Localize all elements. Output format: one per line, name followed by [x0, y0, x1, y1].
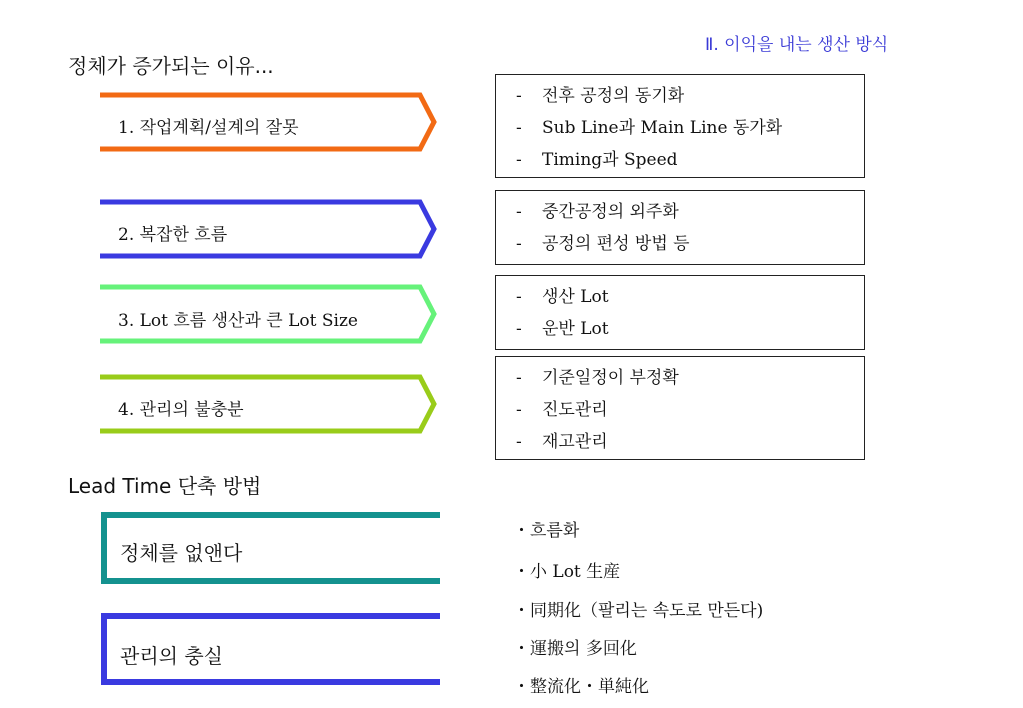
dash-glyph: -: [516, 432, 522, 452]
heading-leadtime: Lead Time 단축 방법: [68, 474, 262, 498]
dash-glyph: -: [516, 118, 522, 138]
detail-text: 전후 공정의 동기화: [542, 86, 685, 106]
reason-label-3: 3. Lot 흐름 생산과 큰 Lot Size: [118, 311, 358, 331]
detail-text: 운반 Lot: [542, 319, 609, 339]
dash-glyph: -: [516, 234, 522, 254]
detail-item: [516, 426, 864, 458]
detail-text: Sub Line과 Main Line 동가화: [542, 118, 783, 138]
detail-item: [516, 112, 864, 144]
reason-label-4: 4. 관리의 불충분: [118, 400, 244, 420]
detail-text: 공정의 편성 방법 등: [542, 234, 690, 254]
detail-box-4: [495, 356, 865, 460]
detail-item: [516, 362, 864, 394]
tip-item-1: ・흐름화: [513, 521, 580, 541]
reason-label-2: 2. 복잡한 흐름: [118, 225, 228, 245]
tip-item-5: ・整流化・単純化: [513, 677, 649, 697]
detail-item: [516, 144, 864, 176]
detail-item: [516, 196, 864, 228]
dash-glyph: -: [516, 287, 522, 307]
dash-glyph: -: [516, 368, 522, 388]
detail-item: [516, 228, 864, 260]
dash-glyph: -: [516, 400, 522, 420]
detail-item: [516, 281, 864, 313]
detail-text: 중간공정의 외주화: [542, 202, 679, 222]
tip-item-3: ・同期化（팔리는 속도로 만든다): [513, 601, 764, 621]
detail-text: 재고관리: [542, 432, 608, 452]
detail-item: [516, 80, 864, 112]
dash-glyph: -: [516, 202, 522, 222]
dash-glyph: -: [516, 86, 522, 106]
detail-text: Timing과 Speed: [542, 150, 678, 170]
detail-box-1: [495, 74, 865, 178]
method-label-1: 정체를 없앤다: [120, 541, 243, 565]
reason-label-1: 1. 작업계획/설계의 잘못: [118, 118, 299, 138]
detail-text: 진도관리: [542, 400, 608, 420]
detail-text: 생산 Lot: [542, 287, 609, 307]
dash-glyph: -: [516, 319, 522, 339]
detail-box-3: [495, 275, 865, 350]
detail-text: 기준일정이 부정확: [542, 368, 679, 388]
tip-item-4: ・運搬의 多回化: [513, 639, 637, 659]
detail-item: [516, 313, 864, 345]
tip-item-2: ・小 Lot 生産: [513, 562, 621, 582]
detail-box-2: [495, 190, 865, 265]
section-tag: Ⅱ. 이익을 내는 생산 방식: [705, 35, 889, 55]
dash-glyph: -: [516, 150, 522, 170]
detail-item: [516, 394, 864, 426]
heading-stagnation: 정체가 증가되는 이유...: [68, 54, 274, 78]
method-label-2: 관리의 충실: [120, 644, 223, 668]
